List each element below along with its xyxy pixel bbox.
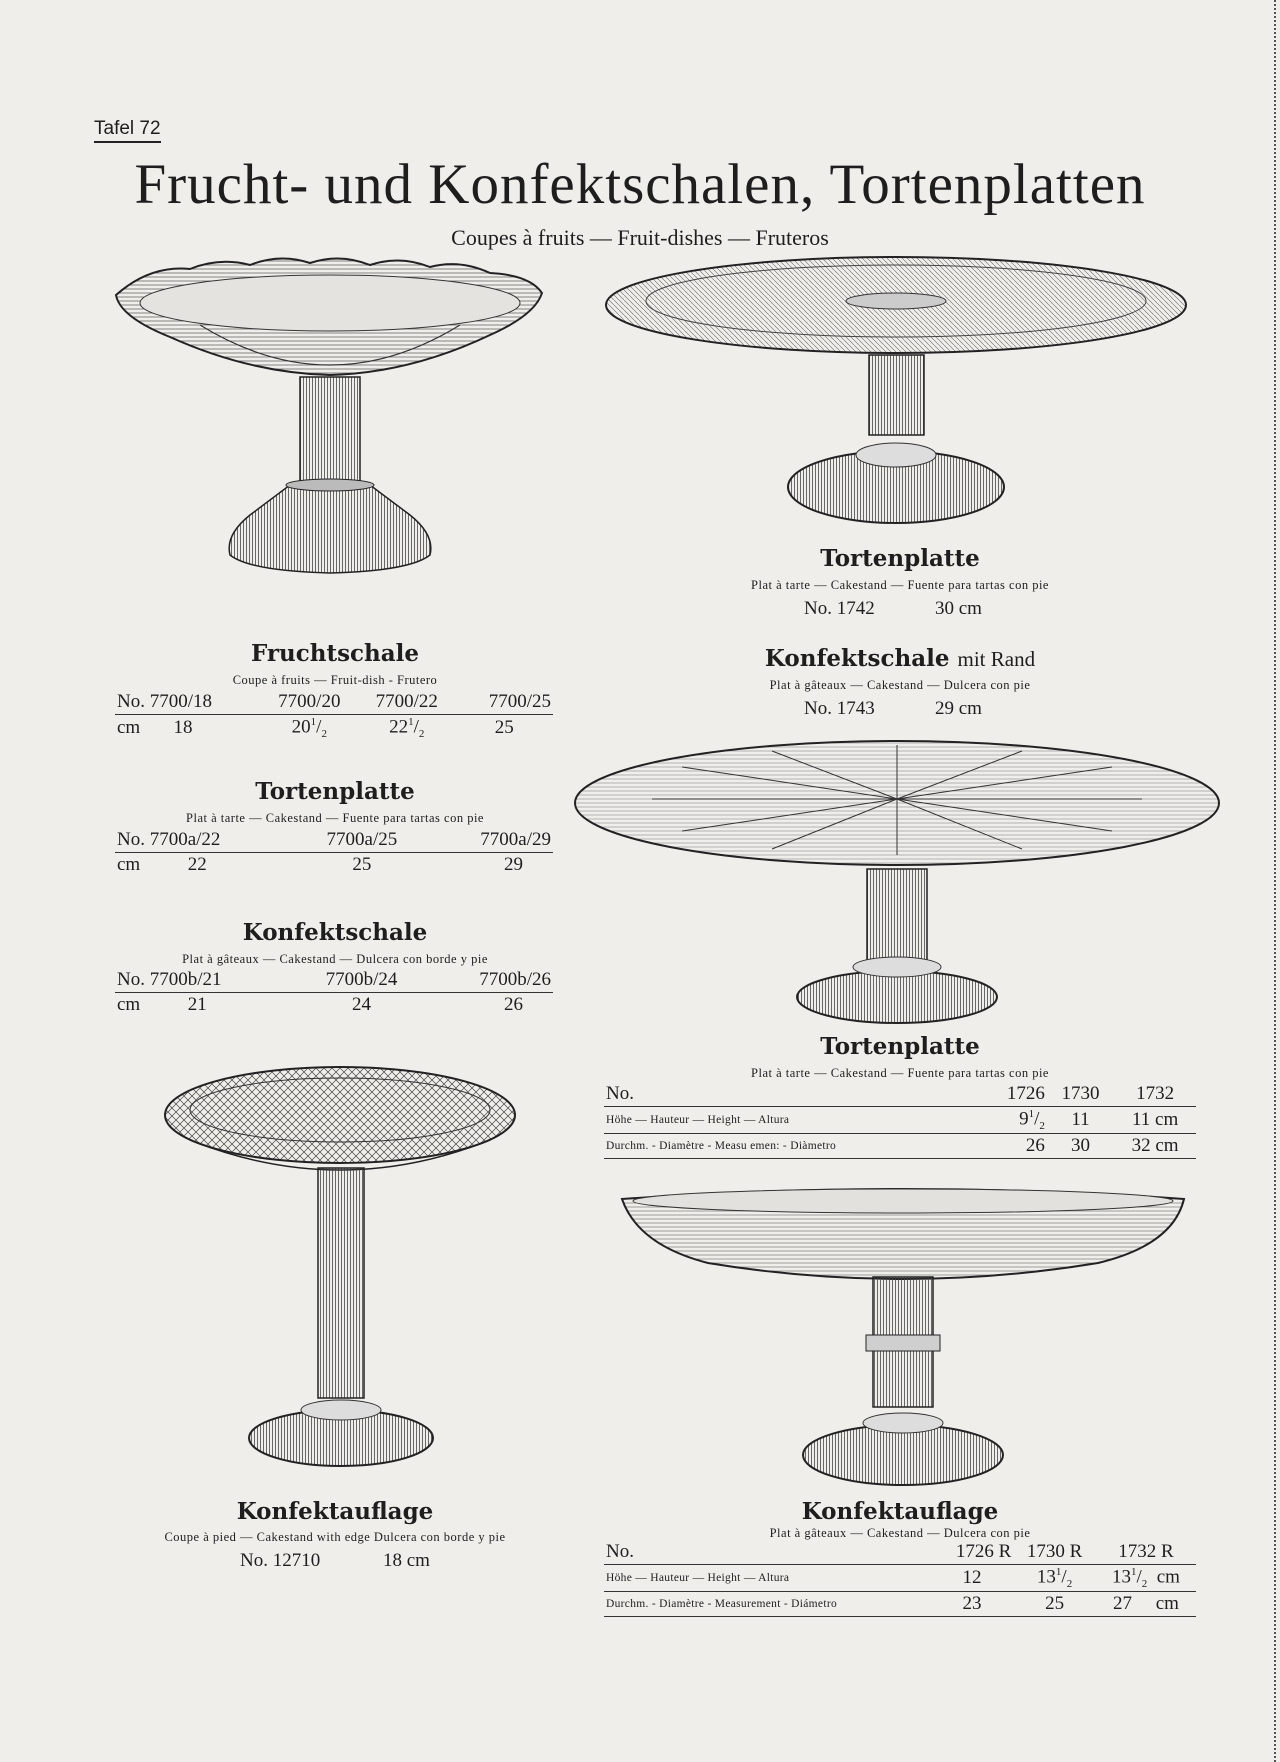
candy-stand-1726r-illustration [618, 1185, 1188, 1490]
table-cell: 7700/22 [358, 690, 455, 715]
fruit-bowl-illustration [110, 255, 550, 635]
table-cell: 26 [504, 994, 523, 1015]
table-row [604, 1107, 1196, 1134]
table-cell: 1732 [1114, 1082, 1196, 1107]
plate-number: Tafel 72 [94, 118, 161, 143]
konfektschale-7700b-name: Konfektschale [242, 919, 428, 946]
table-cell: No. 7700/18 [115, 690, 261, 715]
table-row [115, 853, 553, 878]
table-row [115, 993, 553, 1018]
table-row [115, 828, 553, 853]
tortenplatte-7700a-name: Tortenplatte [255, 778, 415, 805]
table-cell: 1730 [1047, 1082, 1114, 1107]
table-row [604, 1082, 1196, 1107]
konfektschale-1743-size: 29 cm [935, 698, 982, 719]
table-cell: 30 [1047, 1134, 1114, 1159]
table-cell: Durchm. - Diamètre - Measu emen: - Diàmetro [604, 1134, 979, 1159]
konfektschale-1743-number: No. 1743 [804, 698, 875, 719]
table-cell: cm 18 [117, 717, 193, 739]
fruchtschale-table [115, 690, 553, 741]
table-cell: 25 [494, 717, 514, 739]
table-cell: 7700/25 [456, 690, 553, 715]
konfektauflage-12710-number: No. 12710 [240, 1550, 321, 1571]
page-subtitle: Coupes à fruits — Fruit-dishes — Fruteros [451, 225, 829, 250]
konfektauflage-12710-langs: Coupe à pied — Cakestand with edge Dulcera con borde y pie [164, 1530, 506, 1544]
table-cell: cm 21 [117, 994, 207, 1015]
tortenplatte-1742-size: 30 cm [935, 598, 982, 619]
fruchtschale-name: Fruchtschale [250, 640, 420, 667]
table-cell: Höhe — Hauteur — Height — Altura [604, 1565, 931, 1592]
konfektauflage-1726r-name: Konfektauflage [801, 1498, 999, 1525]
cake-plate-1742-illustration [604, 255, 1194, 535]
konfektschale-7700b-table [115, 968, 553, 1017]
konfektauflage-1726r-langs: Plat à gâteaux — Cakestand — Dulcera con pie [769, 1526, 1031, 1540]
table-cell: 27 cm [1096, 1592, 1196, 1617]
table-cell: $9^1/_2$ [979, 1107, 1046, 1134]
table-cell: $20^1/_2$ [291, 716, 327, 741]
table-cell: No. 7700a/22 [115, 828, 298, 853]
table-cell: 12 [931, 1565, 1014, 1592]
table-row [115, 690, 553, 715]
konfektschale-7700b-langs: Plat à gâteaux — Cakestand — Dulcera con borde y pie [182, 952, 488, 966]
table-cell: No. 7700b/21 [115, 968, 298, 993]
table-cell: $22^1/_2$ [389, 716, 425, 741]
candy-stand-12710-illustration [160, 1060, 520, 1490]
konfektschale-1743-langs: Plat à gâteaux — Cakestand — Dulcera con pie [769, 678, 1031, 692]
table-cell: Durchm. - Diamètre - Measurement - Diámetro [604, 1592, 931, 1617]
tortenplatte-1742-number: No. 1742 [804, 598, 875, 619]
tortenplatte-1726-langs: Plat à tarte — Cakestand — Fuente para tartas con pie [751, 1066, 1049, 1080]
tortenplatte-1742-langs: Plat à tarte — Cakestand — Fuente para tartas con pie [751, 578, 1049, 592]
table-row [604, 1592, 1196, 1617]
tortenplatte-1726-table [604, 1082, 1196, 1159]
page-edge [1274, 0, 1280, 1762]
candy-dish-1743-illustration [572, 737, 1222, 1027]
table-cell: 7700a/25 [298, 828, 425, 853]
konfektauflage-1726r-table [604, 1540, 1196, 1617]
table-cell: 1726 [979, 1082, 1046, 1107]
page-title: Frucht- und Konfektschalen, Tortenplatten [134, 153, 1146, 216]
tortenplatte-1726-name: Tortenplatte [820, 1033, 980, 1060]
tortenplatte-7700a-langs: Plat à tarte — Cakestand — Fuente para tartas con pie [186, 811, 484, 825]
konfektauflage-12710-size: 18 cm [383, 1550, 430, 1571]
table-row [604, 1540, 1196, 1565]
table-cell: No. [604, 1540, 931, 1565]
table-cell: 1730 R [1013, 1540, 1096, 1565]
table-cell: 7700a/29 [426, 828, 553, 853]
tortenplatte-7700a-table [115, 828, 553, 877]
table-cell: 11 [1047, 1107, 1114, 1134]
table-cell: 32 cm [1114, 1134, 1196, 1159]
table-row [604, 1565, 1196, 1592]
table-cell: No. [604, 1082, 979, 1107]
table-cell: 7700b/26 [425, 968, 553, 993]
table-cell: Höhe — Hauteur — Height — Altura [604, 1107, 979, 1134]
table-cell: 23 [931, 1592, 1014, 1617]
table-cell: 1732 R [1096, 1540, 1196, 1565]
tortenplatte-1742-name: Tortenplatte [820, 545, 980, 572]
table-cell: 1726 R [931, 1540, 1014, 1565]
fruchtschale-langs: Coupe à fruits — Fruit-dish - Frutero [232, 673, 438, 687]
table-cell: 11 cm [1114, 1107, 1196, 1134]
table-row [115, 715, 553, 742]
table-cell: 26 [979, 1134, 1046, 1159]
table-cell: cm 22 [117, 854, 207, 875]
table-row [604, 1134, 1196, 1159]
table-row [115, 968, 553, 993]
table-cell: 7700/20 [261, 690, 358, 715]
konfektschale-1743-suffix: mit Rand [957, 647, 1036, 671]
table-cell: $13^1/_2$ cm [1096, 1565, 1196, 1592]
table-cell: $13^1/_2$ [1013, 1565, 1096, 1592]
konfektauflage-12710-name: Konfektauflage [236, 1498, 434, 1525]
konfektschale-1743-name: Konfektschale mit Rand [764, 645, 1036, 672]
table-cell: 29 [504, 854, 523, 875]
table-cell: 25 [352, 854, 372, 875]
table-cell: 24 [352, 994, 372, 1015]
table-cell: 7700b/24 [298, 968, 426, 993]
table-cell: 25 [1013, 1592, 1096, 1617]
